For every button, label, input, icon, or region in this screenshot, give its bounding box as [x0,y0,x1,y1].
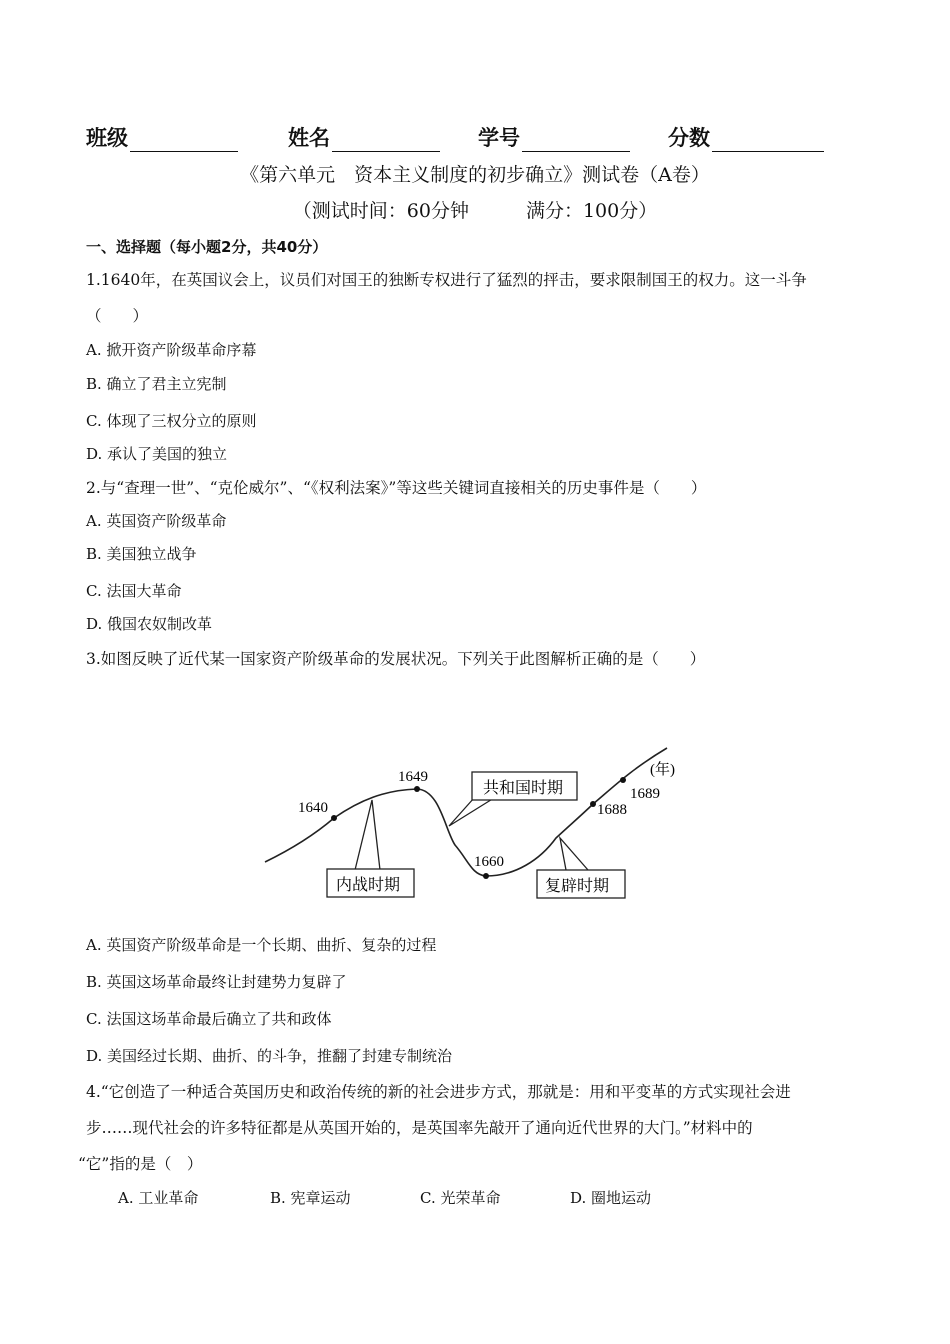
point-1649 [414,786,420,792]
point-1660 [483,873,489,879]
question-2-option-b[interactable]: B. 美国独立战争 [86,545,197,563]
restoration-label: 复辟时期 [545,878,610,895]
question-3-option-b[interactable]: B. 英国这场革命最终让封建势力复辟了 [86,973,347,991]
score-label: 分数 [668,126,710,150]
question-4-option-a[interactable]: A. 工业革命 [118,1189,199,1207]
republic-label: 共和国时期 [483,780,564,797]
year-label-1640: 1640 [298,800,328,816]
question-4-stem-line-2: 步……现代社会的许多特征都是从英国开始的，是英国率先敲开了通向近代世界的大门。”材料中的 [86,1119,753,1137]
question-3-option-d[interactable]: D. 美国经过长期、曲折、的斗争，推翻了封建专制统治 [86,1047,453,1065]
civil-war-label: 内战时期 [336,877,401,894]
year-label-1649: 1649 [398,769,428,785]
question-4-option-b[interactable]: B. 宪章运动 [270,1189,351,1207]
page-title: 《第六单元 资本主义制度的初步确立》测试卷（A卷） [240,164,710,186]
question-2-option-a[interactable]: A. 英国资产阶级革命 [86,512,227,530]
question-1-option-c[interactable]: C. 体现了三权分立的原则 [86,412,257,430]
point-1688 [590,801,596,807]
class-label: 班级 [86,126,128,150]
question-4-stem-line-1: 4.“它创造了一种适合英国历史和政治传统的新的社会进步方式，那就是：用和平变革的方式实现社会进 [86,1083,791,1101]
question-4-option-d[interactable]: D. 圈地运动 [570,1189,652,1207]
name-label: 姓名 [288,126,330,150]
civil-war-pointer [355,800,380,870]
question-3-stem: 3.如图反映了近代某一国家资产阶级革命的发展状况。下列关于此图解析正确的是（ ） [86,650,706,668]
point-1689 [620,777,626,783]
question-4-stem-line-3: “它”指的是（ ） [78,1155,203,1173]
year-label-1688: 1688 [597,802,627,818]
question-1-option-a[interactable]: A. 掀开资产阶级革命序幕 [86,341,257,359]
question-1-option-b[interactable]: B. 确立了君主立宪制 [86,375,227,393]
year-label-1660: 1660 [474,854,504,870]
question-3-option-c[interactable]: C. 法国这场革命最后确立了共和政体 [86,1010,332,1028]
number-label: 学号 [478,126,520,150]
question-1-option-d[interactable]: D. 承认了美国的独立 [86,445,228,463]
question-1-stem: 1.1640年，在英国议会上，议员们对国王的独断专权进行了猛烈的抨击，要求限制国王的权力。这一斗争 [86,271,807,289]
page-subtitle: （测试时间：60分钟 满分：100分） [292,200,658,222]
point-1640 [331,815,337,821]
question-2-option-c[interactable]: C. 法国大革命 [86,582,182,600]
section-heading: 一、选择题（每小题2分，共40分） [86,238,328,256]
republic-pointer [449,798,494,826]
year-label-1689: 1689 [630,786,660,802]
question-4-option-c[interactable]: C. 光荣革命 [420,1189,501,1207]
question-1-answer-slot: （ ） [86,307,149,325]
question-2-option-d[interactable]: D. 俄国农奴制改革 [86,615,213,633]
question-2-stem: 2.与“查理一世”、“克伦威尔”、“《权利法案》”等这些关键词直接相关的历史事件是（ ） [86,479,707,497]
question-3-option-a[interactable]: A. 英国资产阶级革命是一个长期、曲折、复杂的过程 [86,936,437,954]
restoration-pointer [560,838,588,870]
year-unit-label: (年) [650,762,675,778]
